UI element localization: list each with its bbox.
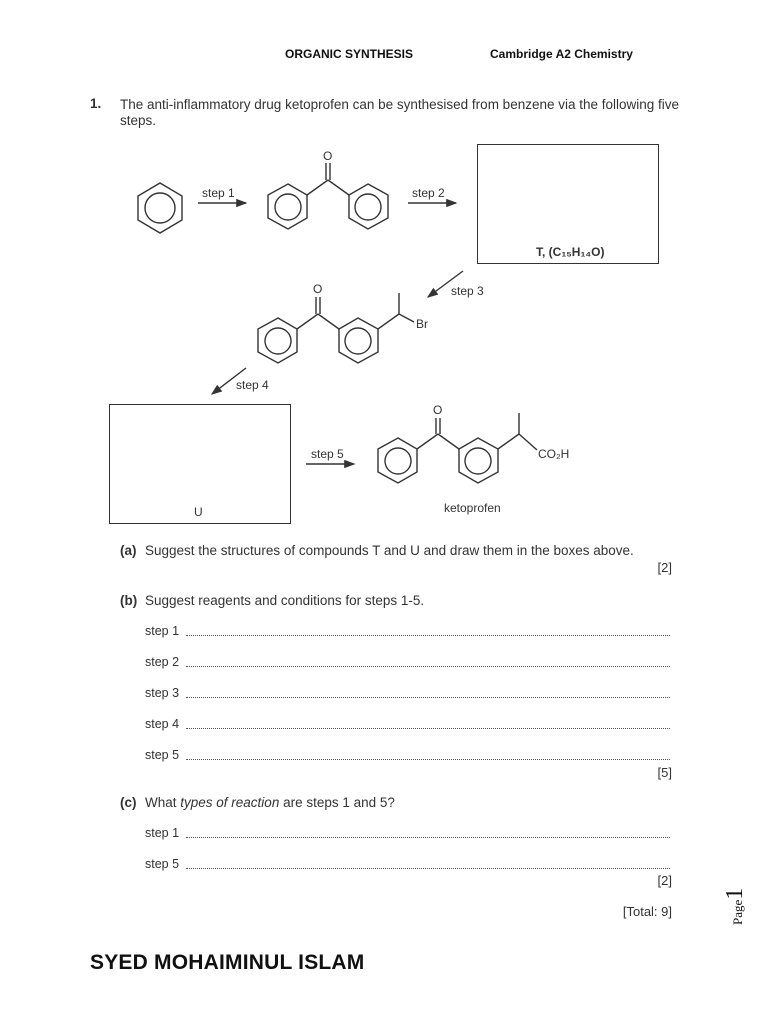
part-c-step5-answer-line[interactable] xyxy=(186,868,670,869)
ketoprofen-acid-group: CO₂H xyxy=(538,447,570,461)
part-b-step1-answer-line[interactable] xyxy=(186,635,670,636)
question-number: 1. xyxy=(90,96,102,111)
part-c-mark: [2] xyxy=(657,873,672,888)
part-b-step2-answer-line[interactable] xyxy=(186,666,670,667)
ketoprofen-structure xyxy=(378,403,569,515)
ketoprofen-oxygen: O xyxy=(433,403,443,417)
bromo-oxygen: O xyxy=(313,282,323,296)
header-course: Cambridge A2 Chemistry xyxy=(490,47,633,61)
part-b-step2-label: step 2 xyxy=(145,655,180,669)
part-c-step1-label: step 1 xyxy=(145,826,180,840)
part-b-step4-label: step 4 xyxy=(145,717,180,731)
question-intro-line1: The anti-inflammatory drug ketoprofen can be synthesised from benzene via the following five xyxy=(120,97,680,112)
part-c-text-before: What xyxy=(145,795,181,810)
total-marks: [Total: 9] xyxy=(622,904,672,919)
part-a-text: Suggest the structures of compounds T and U and draw them in the boxes above. xyxy=(145,543,634,558)
page-number xyxy=(722,888,749,925)
box-t-label: T, (C₁₅H₁₄O) xyxy=(536,245,605,259)
part-a-letter: (a) xyxy=(120,543,137,558)
bromo-intermediate-structure xyxy=(258,282,428,363)
page-digit: 1 xyxy=(722,887,748,900)
benzene-structure xyxy=(138,183,182,233)
step2-label: step 2 xyxy=(412,186,445,200)
part-b-step4-answer-line[interactable] xyxy=(186,728,670,729)
step5-label: step 5 xyxy=(311,447,344,461)
part-c-letter: (c) xyxy=(120,795,137,810)
bromo-bromine: Br xyxy=(416,317,428,331)
part-b-step3-answer-line[interactable] xyxy=(186,697,670,698)
step4-label: step 4 xyxy=(236,378,269,392)
answer-box-u[interactable] xyxy=(109,404,291,524)
part-b-text: Suggest reagents and conditions for steps 1-5. xyxy=(145,593,425,608)
page-word: Page xyxy=(730,899,745,925)
part-c-step1-answer-line[interactable] xyxy=(186,837,670,838)
part-b-step5-answer-line[interactable] xyxy=(186,759,670,760)
step3-label: step 3 xyxy=(451,284,484,298)
part-b-step3-label: step 3 xyxy=(145,686,180,700)
benzophenone-structure xyxy=(268,149,388,229)
part-c-text-after: are steps 1 and 5? xyxy=(279,795,395,810)
ketoprofen-name: ketoprofen xyxy=(444,501,501,515)
part-b-mark: [5] xyxy=(657,765,672,780)
step1-label: step 1 xyxy=(202,186,235,200)
part-c-text xyxy=(145,795,395,811)
part-b-step1-label: step 1 xyxy=(145,624,180,638)
benzophenone-oxygen: O xyxy=(323,149,333,163)
part-b-step5-label: step 5 xyxy=(145,748,180,762)
box-u-label: U xyxy=(194,505,203,519)
part-c-text-italic: types of reaction xyxy=(180,795,280,810)
part-a-mark: [2] xyxy=(657,560,672,575)
part-c-step5-label: step 5 xyxy=(145,857,180,871)
question-intro-line2: steps. xyxy=(120,113,157,128)
answer-box-t[interactable] xyxy=(477,144,659,264)
part-b-letter: (b) xyxy=(120,593,138,608)
header-title: ORGANIC SYNTHESIS xyxy=(285,47,414,61)
author-name: SYED MOHAIMINUL ISLAM xyxy=(90,951,365,974)
